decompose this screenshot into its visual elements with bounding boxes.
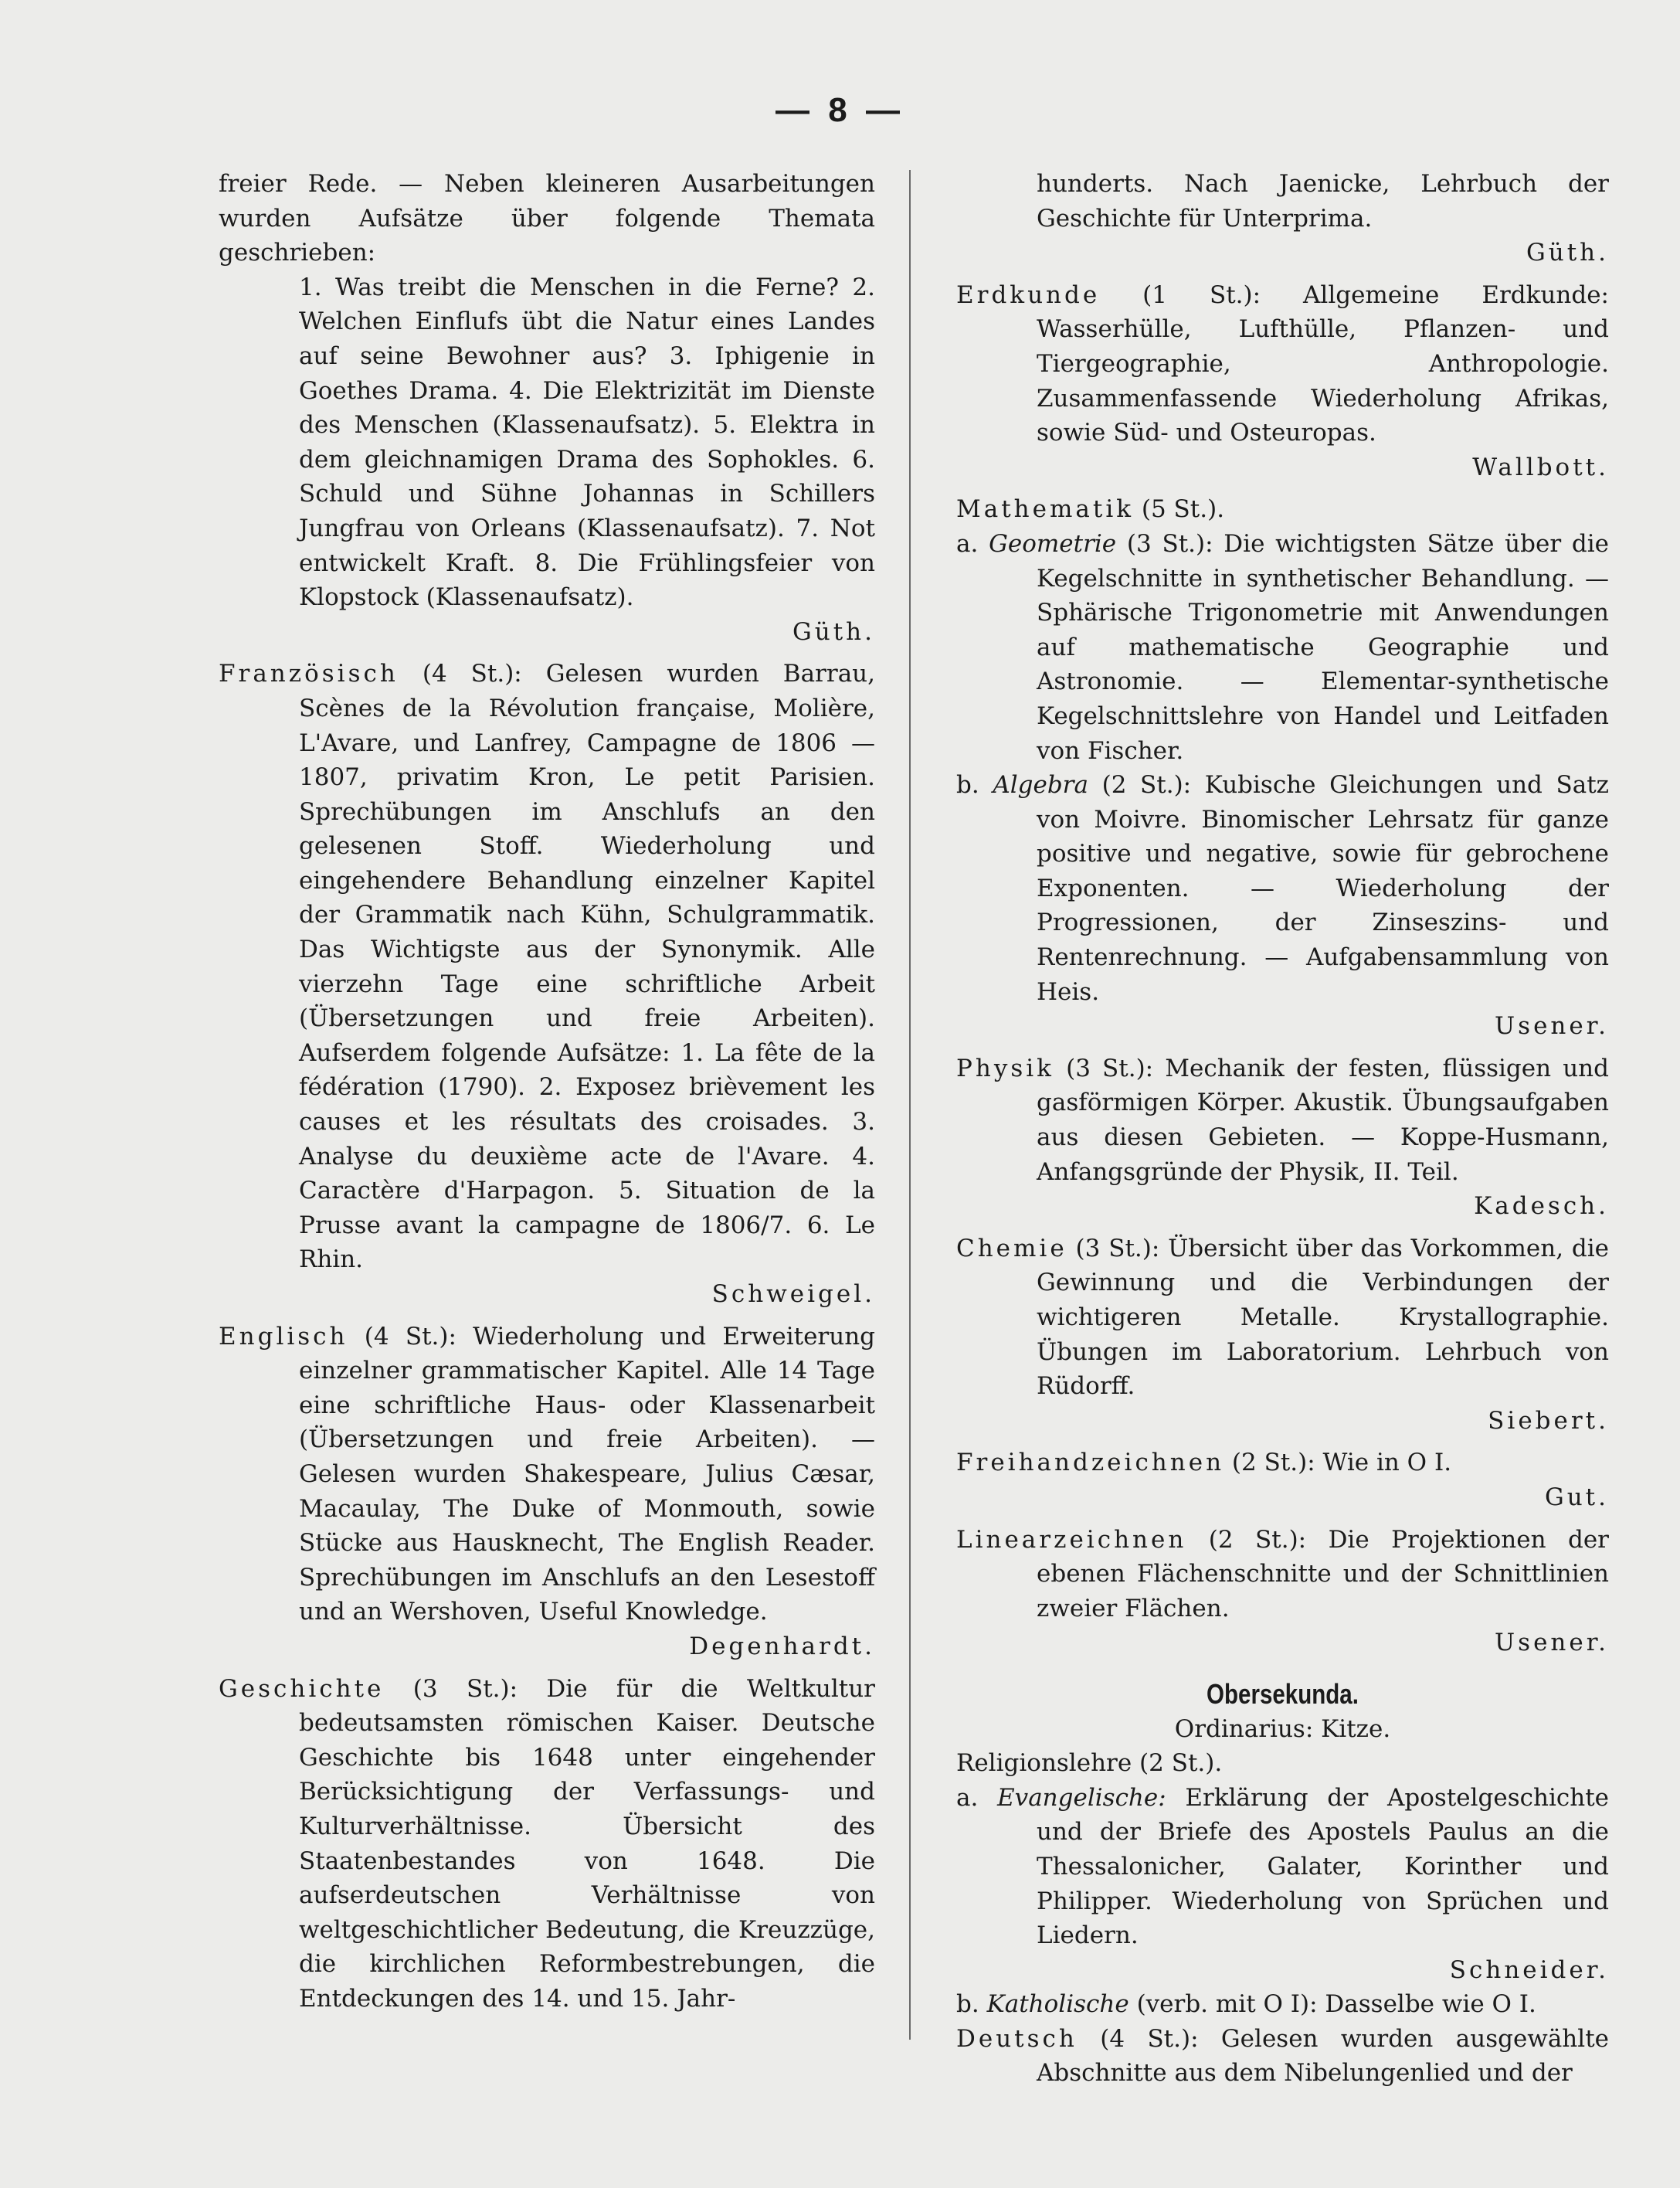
subject-label: Linearzeichnen [956,1525,1187,1554]
intro-paragraph: freier Rede. — Neben kleineren Ausarbeitungen wurden Aufsätze über folgende Themata geschrieben: [219,170,875,267]
item-prefix: a. [956,1783,979,1812]
author-degenhardt: Degenhardt. [689,1632,875,1660]
author-gut: Gut. [1544,1483,1609,1511]
religion-heading: Religionslehre (2 St.). [956,1749,1223,1778]
author-siebert: Siebert. [1488,1406,1609,1435]
author-usener-2: Usener. [1495,1629,1609,1657]
subject-text: (3 St.): Mechanik der festen, flüssigen und gasförmigen Körper. Akustik. Übungsaufgaben aus diesen Gebieten. — Koppe-Husmann, Anfangsgründe der Physik, II. Teil. [1037,1054,1609,1186]
item-label: Geometrie [989,529,1117,558]
author-schweigel: Schweigel. [711,1280,875,1308]
author-schneider: Schneider. [1449,1955,1609,1984]
section-deutsch [956,2022,1609,2091]
subject-text: (3 St.): Die für die Weltkultur bedeutsamsten römischen Kaiser. Deutsche Geschichte bis 1648 unter eingehender Berücksichtigung der Verfassungs- und Kulturverhältnisse. Übersicht des Staatenbestandes von 1648. Die aufserdeutschen Verhältnisse von weltgeschichtlicher Bedeutung, die Kreuzzüge, die kirchlichen Reformbestrebungen, die Entdeckungen des 14. und 15. Jahr- [299,1674,875,2013]
item-label: Evangelische: [997,1783,1166,1812]
section-englisch [219,1320,875,1629]
subject-text: (4 St.): Wiederholung und Erweiterung einzelner grammatischer Kapitel. Alle 14 Tage eine schriftliche Haus- oder Klassenarbeit (Übersetzungen und freie Arbeiten). — Gelesen wurden Shakespeare, Julius Cæsar, Macaulay, The Duke of Monmouth, sowie Stücke aus Hausknecht, The English Reader. Sprechübungen im Anschlufs an den Lesestoff und an Wershoven, Useful Knowledge. [299,1322,876,1626]
section-franzoesisch [219,657,875,1277]
column-divider [909,170,911,2040]
obersekunda-heading: Obersekunda. [1207,1677,1359,1710]
author-gueth-2: Güth. [1526,239,1609,267]
section-mathematik [956,492,1609,527]
item-text: Erklärung der Apostelgeschichte und der Briefe des Apostels Paulus an die Thessalonicher, Galater, Korinther und Philipper. Wiederholung von Sprüchen und Liedern. [1037,1783,1610,1950]
subject-label: Geschichte [219,1674,385,1703]
section-chemie [956,1232,1609,1404]
subject-text: (1 St.): Allgemeine Erdkunde: Wasserhülle, Lufthülle, Pflanzen- und Tiergeographie, Anthropologie. Zusammenfassende Wiederholung Afrikas, sowie Süd- und Osteuropas. [1037,280,1609,447]
math-algebra [956,768,1609,1009]
subject-label: Chemie [956,1234,1067,1262]
subject-label: Erdkunde [956,280,1101,309]
page-number: — 8 — [776,91,904,129]
subject-text: (4 St.): Gelesen wurden Barrau, Scènes de la Révolution française, Molière, L'Avare, und Lanfrey, Campagne de 1806 — 1807, privatim Kron, Le petit Parisien. Sprechübungen im Anschlufs an den gelesenen Stoff. Wiederholung und eingehendere Behandlung einzelner Kapitel der Grammatik nach Kühn, Schulgrammatik. Das Wichtigste aus der Synonymik. Alle vierzehn Tage eine schriftliche Arbeit (Übersetzungen und freie Arbeiten). Aufserdem folgende Aufsätze: 1. La fête de la fédération (1790). 2. Exposez brièvement les causes et les résultats des croisades. 3. Analyse du deuxième acte de l'Avare. 4. Caractère d'Harpagon. 5. Situation de la Prusse avant la campagne de 1806/7. 6. Le Rhin. [299,660,875,1274]
item-text: (verb. mit O I): Dasselbe wie O I. [1136,1990,1536,2019]
religion-evangelisch [956,1781,1609,1953]
author-usener-1: Usener. [1495,1012,1609,1041]
author-gueth-1: Güth. [792,617,875,646]
subject-text: (2 St.): Wie in O I. [1231,1449,1452,1477]
religion-katholisch [956,1987,1609,2022]
left-column [219,167,875,2016]
section-erdkunde [956,278,1609,450]
item-prefix: a. [956,529,979,558]
subject-label: Freihandzeichnen [956,1449,1225,1477]
math-geometrie [956,527,1609,768]
right-column [956,167,1609,2091]
subject-label: Mathematik [956,495,1135,524]
author-wallbott: Wallbott. [1472,453,1609,481]
item-prefix: b. [956,1990,979,2019]
subject-text: (3 St.): Übersicht über das Vorkommen, die Gewinnung und die Verbindungen der wichtigeren Metalle. Krystallographie. Übungen im Laboratorium. Lehrbuch von Rüdorff. [1037,1234,1610,1401]
section-linearzeichnen [956,1523,1609,1626]
item-prefix: b. [956,771,979,800]
subject-label: Französisch [219,660,399,688]
section-geschichte [219,1672,875,2016]
subject-text: (4 St.): Gelesen wurden ausgewählte Abschnitte aus dem Nibelungenlied und der [1037,2024,1609,2088]
subject-hours: (5 St.). [1141,495,1225,524]
subject-label: Englisch [219,1322,348,1351]
subject-label: Deutsch [956,2024,1078,2053]
item-label: Algebra [993,771,1088,800]
ordinarius-line: Ordinarius: Kitze. [1174,1714,1391,1743]
item-label: Katholische [986,1990,1129,2019]
item-text: (2 St.): Kubische Gleichungen und Satz von Moivre. Binomischer Lehrsatz für ganze positive und negative, sowie für gebrochene Exponenten. — Wiederholung der Progressionen, der Zinseszins- und Rentenrechnung. — Aufgabensammlung von Heis. [1037,771,1610,1006]
section-physik [956,1052,1609,1189]
item-text: (3 St.): Die wichtigsten Sätze über die Kegelschnitte in synthetischer Behandlung. — Sphärische Trigonometrie mit Anwendungen auf mathematische Geographie und Astronomie. — Elementar-synthetische Kegelschnittslehre von Handel und Leitfaden von Fischer. [1037,529,1609,765]
section-freihandzeichnen [956,1446,1609,1480]
author-kadesch: Kadesch. [1474,1192,1609,1221]
subject-label: Physik [956,1054,1054,1082]
subject-text: (2 St.): Die Projektionen der ebenen Flächenschnitte und der Schnittlinien zweier Flächen. [1037,1525,1609,1622]
essay-list: 1. Was treibt die Menschen in die Ferne? 2. Welchen Einflufs übt die Natur eines Landes auf seine Bewohner aus? 3. Iphigenie in Goethes Drama. 4. Die Elektrizität im Dienste des Menschen (Klassenaufsatz). 5. Elektra in dem gleichnamigen Drama des Sophokles. 6. Schuld und Sühne Johannas in Schillers Jungfrau von Orleans (Klassenaufsatz). 7. Not entwickelt Kraft. 8. Die Frühlingsfeier von Klopstock (Klassenaufsatz). [299,273,875,612]
geschichte-continued: hunderts. Nach Jaenicke, Lehrbuch der Geschichte für Unterprima. [1037,170,1609,233]
